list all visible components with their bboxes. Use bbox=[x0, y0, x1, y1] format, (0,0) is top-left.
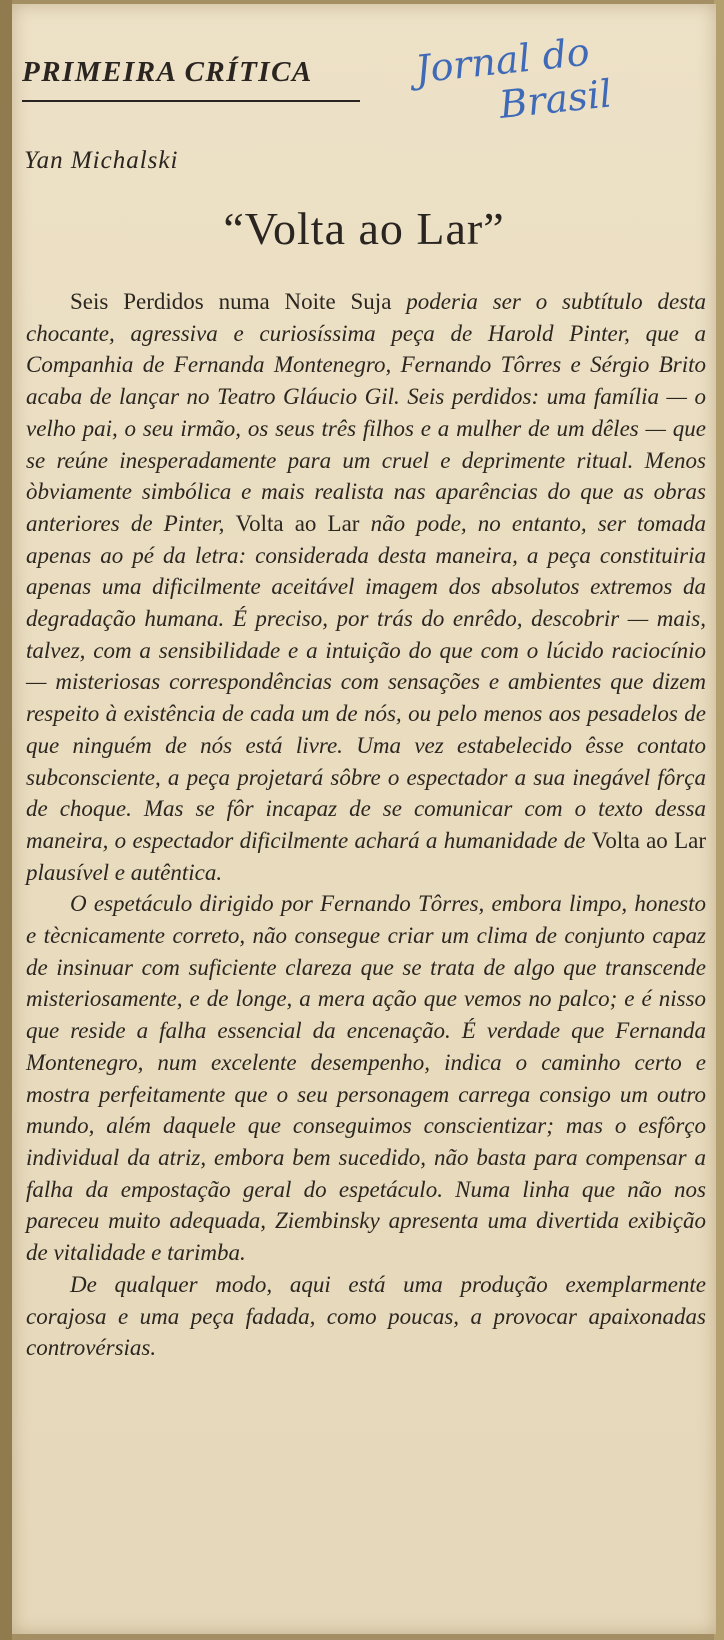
left-edge bbox=[0, 0, 12, 1640]
section-heading: PRIMEIRA CRÍTICA bbox=[22, 56, 313, 88]
paragraph-1 bbox=[26, 286, 706, 888]
handwritten-note bbox=[413, 21, 681, 136]
section-rule bbox=[22, 100, 360, 102]
paragraph-1-text-c: plausível e autêntica. bbox=[26, 859, 223, 885]
play-subtitle: Seis Perdidos numa Noite Suja bbox=[70, 289, 392, 314]
paragraph-2: O espetáculo dirigido por Fernando Tôrres, embora limpo, honesto e tècnicamente correto, não consegue criar um clima de conjunto capaz de insinuar com suficiente clareza que se trata de algo que transcende misteriosamente, e de longe, a mera ação que vemos no palco; e é nisso que reside a falha essencial da encenação. É verdade que Fernanda Montenegro, num excelente desempenho, indica o caminho certo e mostra perfeitamente que o seu personagem carrega consigo um outro mundo, além daquele que conseguimos conscientizar; mas o esfôrço individual da atriz, embora bem sucedido, não basta para compensar a falha da empostação geral do espetáculo. Numa linha que não nos pareceu muito adequada, Ziembinsky apresenta uma divertida exibição de vitalidade e tarimba. bbox=[26, 891, 706, 1266]
handwritten-line-1: Jornal do bbox=[413, 29, 592, 92]
play-title-ref-2: Volta ao Lar bbox=[591, 827, 706, 853]
paragraph-1-text-a: poderia ser o subtítulo desta chocante, agressiva e curiosíssima peça de Harold Pinter, que a Companhia de Fernanda Montenegro, Fernando Tôrres e Sérgio Brito acaba de lançar no Teatro Gláucio Gil. Seis perdidos: uma família — o velho pai, o seu irmão, os seus três filhos e a mulher de um dêles — que se reúne inesperadamente para um cruel e deprimente ritual. Menos òbviamente simbólica e mais realista nas aparências do que as obras anteriores de Pinter, bbox=[26, 289, 706, 536]
article-body bbox=[26, 286, 706, 1364]
play-title-ref: Volta ao Lar bbox=[235, 510, 360, 536]
article-title: “Volta ao Lar” bbox=[223, 203, 505, 254]
handwritten-line-2: Brasil bbox=[497, 71, 614, 127]
paragraph-3: De qualquer modo, aqui está uma produção exemplarmente corajosa e uma peça fadada, como poucas, a provocar apaixonadas controvérsias. bbox=[26, 1271, 706, 1361]
author-byline: Yan Michalski bbox=[24, 147, 179, 174]
paragraph-1-text-b: não pode, no entanto, ser tomada apenas ao pé da letra: considerada desta maneira, a peça constituiria apenas uma dificilmente aceitável imagem dos absolutos extremos da degradação humana. É preciso, por trás do enrêdo, descobrir — mais, talvez, com a sensibilidade e a intuição do que com o lúcido raciocínio — misteriosas correspondências com sensações e ambientes que dizem respeito à existência de cada um de nós, ou pelo menos aos pesadelos de que ninguém de nós está livre. Uma vez estabelecido êsse contato subconsciente, a peça projetará sôbre o espectador a sua inegável fôrça de choque. Mas se fôr incapaz de se comunicar com o texto dessa maneira, o espectador dificilmente achará a humanidade de bbox=[26, 510, 707, 853]
newspaper-clipping bbox=[12, 4, 716, 1634]
